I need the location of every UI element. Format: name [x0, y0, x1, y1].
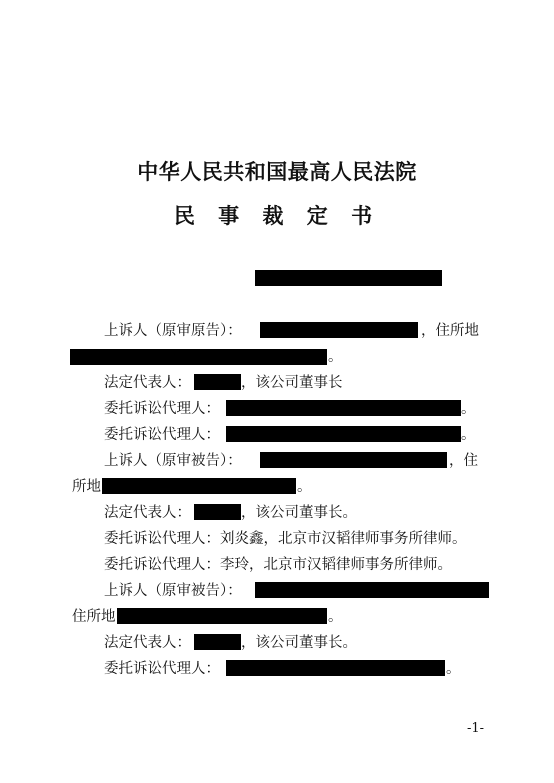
redacted-legal-rep3-name [194, 634, 241, 650]
appellant2-label: 上诉人（原审被告）： [104, 453, 242, 469]
appellant1-label: 上诉人（原审原告）： [104, 323, 242, 339]
appellant2-addr-tail: 所地 [72, 479, 101, 495]
appellant1-line [104, 321, 242, 341]
redacted-appellant1-address [70, 349, 327, 365]
agent1b-label: 委托诉讼代理人： [104, 427, 220, 443]
redacted-case-number [255, 270, 442, 286]
redacted-appellant3-address [117, 608, 327, 624]
redacted-appellant3-name [255, 582, 489, 598]
page-number: -1- [466, 721, 484, 736]
redacted-appellant2-name [260, 452, 447, 468]
agent1a-line [104, 399, 220, 419]
appellant1-addr-period: 。 [328, 349, 343, 365]
redacted-appellant1-name [260, 322, 418, 338]
agent3-line [104, 659, 220, 679]
redacted-legal-rep2-name [194, 504, 241, 520]
appellant3-line [104, 581, 242, 601]
agent3-label: 委托诉讼代理人： [104, 661, 220, 677]
legal-rep1-title: ，该公司董事长 [241, 375, 343, 391]
redacted-agent1a [226, 400, 461, 416]
legal-rep2-title: ，该公司董事长。 [241, 505, 357, 521]
legal-rep3-label: 法定代表人： [104, 635, 191, 651]
redacted-legal-rep1-name [194, 374, 241, 390]
agent-li-text: 委托诉讼代理人：李玲，北京市汉韬律师事务所律师。 [104, 557, 452, 573]
agent1a-period: 。 [461, 401, 476, 417]
appellant3-label: 上诉人（原审被告）： [104, 583, 242, 599]
document-type: 民 事 裁 定 书 [173, 203, 381, 228]
court-name: 中华人民共和国最高人民法院 [137, 159, 417, 184]
appellant1-addr-sep: ，住所地 [421, 323, 479, 339]
legal-rep2-label: 法定代表人： [104, 505, 191, 521]
redacted-agent3 [226, 660, 445, 676]
agent1b-line [104, 425, 220, 445]
agent1b-period: 。 [461, 427, 476, 443]
legal-rep1-line [104, 373, 191, 393]
legal-rep3-title: ，该公司董事长。 [241, 635, 357, 651]
appellant3-addr-period: 。 [328, 609, 343, 625]
legal-rep3-line [104, 633, 191, 653]
appellant2-addr-period: 。 [297, 479, 312, 495]
agent3-period: 。 [446, 661, 461, 677]
appellant2-addr-sep: ，住 [449, 453, 478, 469]
legal-rep1-label: 法定代表人： [104, 375, 191, 391]
agent-liu-line [104, 529, 467, 549]
redacted-appellant2-address [102, 478, 296, 494]
agent1a-label: 委托诉讼代理人： [104, 401, 220, 417]
agent-liu-text: 委托诉讼代理人：刘炎鑫，北京市汉韬律师事务所律师。 [104, 531, 467, 547]
appellant2-line [104, 451, 242, 471]
legal-rep2-line [104, 503, 191, 523]
agent-li-line [104, 555, 452, 575]
appellant3-addr-label: 住所地 [72, 609, 116, 625]
redacted-agent1b [226, 426, 461, 442]
